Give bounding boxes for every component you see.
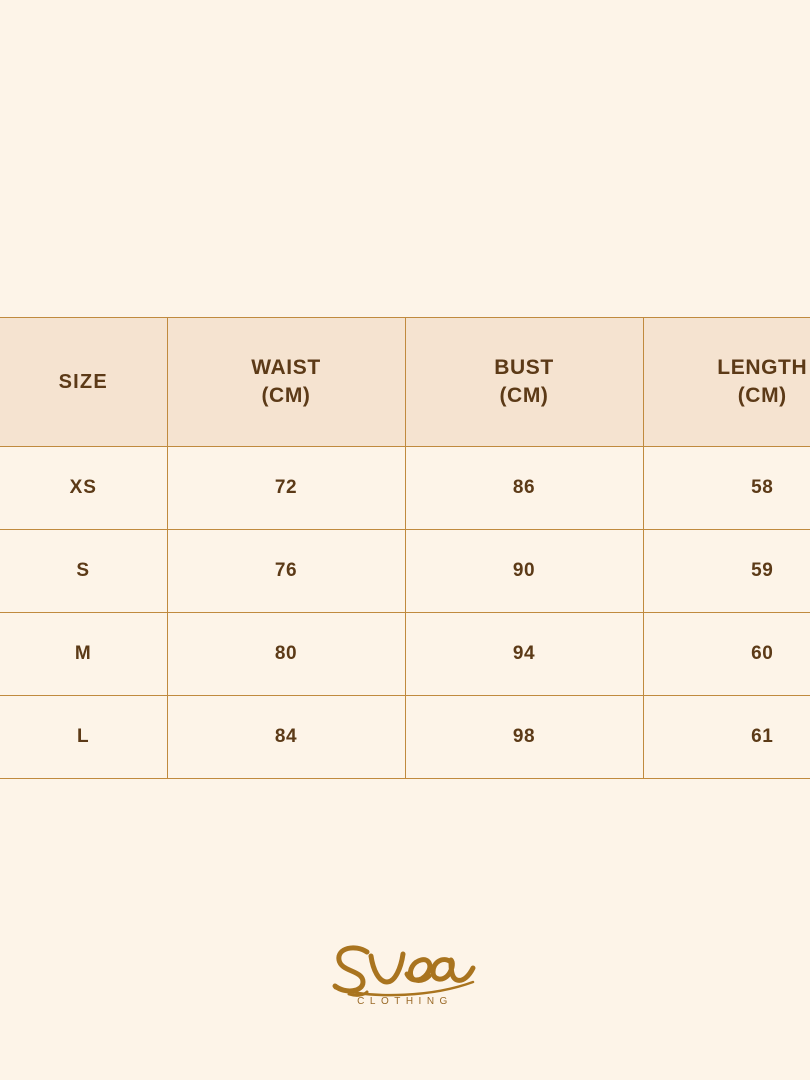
cell-bust: 98 (405, 696, 643, 779)
table-row (0, 530, 810, 613)
cell-waist: 80 (167, 613, 405, 696)
column-header-length-label: LENGTH (717, 355, 808, 379)
column-header-length (643, 318, 810, 447)
size-table-header (0, 318, 810, 447)
column-header-bust-label: BUST (494, 355, 554, 379)
cell-size: L (0, 696, 167, 779)
table-row (0, 613, 810, 696)
column-header-waist-label: WAIST (251, 355, 321, 379)
cell-waist: 76 (167, 530, 405, 613)
brand-logo (0, 930, 810, 1007)
table-row (0, 447, 810, 530)
cell-length: 58 (643, 447, 810, 530)
cell-size: M (0, 613, 167, 696)
brand-tagline: CLOTHING (357, 996, 453, 1007)
cell-waist: 84 (167, 696, 405, 779)
column-header-waist (167, 318, 405, 447)
size-table-body (0, 447, 810, 779)
cell-size: S (0, 530, 167, 613)
cell-bust: 86 (405, 447, 643, 530)
column-header-bust-unit: (CM) (499, 384, 549, 407)
cell-size: XS (0, 447, 167, 530)
cell-bust: 94 (405, 613, 643, 696)
size-table (0, 317, 810, 779)
column-header-bust (405, 318, 643, 447)
cell-length: 59 (643, 530, 810, 613)
cell-length: 60 (643, 613, 810, 696)
column-header-length-unit: (CM) (737, 384, 787, 407)
table-header-row (0, 318, 810, 447)
cell-waist: 72 (167, 447, 405, 530)
column-header-waist-unit: (CM) (261, 384, 311, 407)
cell-length: 61 (643, 696, 810, 779)
column-header-size-label: SIZE (58, 370, 108, 393)
svea-script-logo-icon (315, 930, 495, 1000)
size-chart-table-wrapper (0, 317, 810, 779)
table-row (0, 696, 810, 779)
column-header-size (0, 318, 167, 447)
cell-bust: 90 (405, 530, 643, 613)
